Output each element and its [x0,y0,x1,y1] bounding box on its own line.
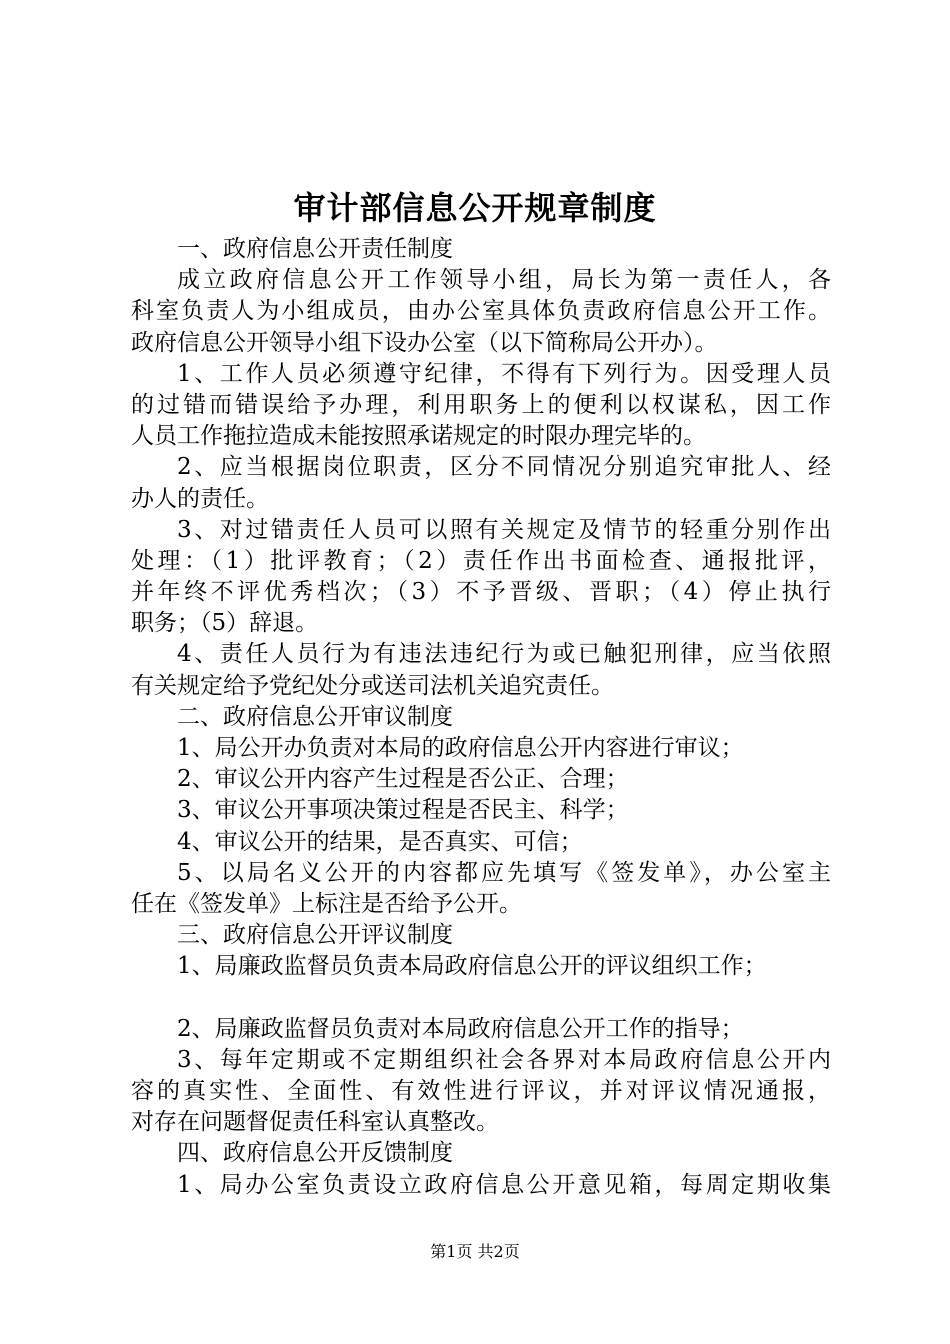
text-line: 容的真实性、全面性、有效性进行评议，并对评议情况通报， [131,1078,831,1105]
text-line: 对存在问题督促责任科室认真整改。 [131,1109,499,1136]
text-line: 四、政府信息公开反馈制度 [177,1140,453,1167]
text-line: 政府信息公开领导小组下设办公室（以下简称局公开办）。 [131,329,718,356]
text-line: 2、应当根据岗位职责，区分不同情况分别追究审批人、经 [177,454,831,481]
text-line: 一、政府信息公开责任制度 [177,236,453,262]
text-line: 有关规定给予党纪处分或送司法机关追究责任。 [131,672,614,699]
text-line: 2、审议公开内容产生过程是否公正、合理； [177,766,629,793]
page-footer: 第1页 共2页 [430,1242,520,1261]
document-title: 审计部信息公开规章制度 [293,189,657,227]
text-line: 1、工作人员必须遵守纪律，不得有下列行为。因受理人员 [177,360,831,387]
blank-line [131,983,831,1014]
text-line: 1、局廉政监督员负责本局政府信息公开的评议组织工作； [177,953,767,980]
document-body [131,234,831,1201]
text-line: 5、以局名义公开的内容都应先填写《签发单》，办公室主 [177,859,831,886]
text-line: 人员工作拖拉造成未能按照承诺规定的时限办理完毕的。 [131,423,706,450]
text-line: 二、政府信息公开审议制度 [177,703,453,730]
text-line: 3、对过错责任人员可以照有关规定及情节的轻重分别作出 [177,516,831,543]
text-line: 2、局廉政监督员负责对本局政府信息公开工作的指导； [177,1015,744,1042]
text-line: 4、责任人员行为有违法违纪行为或已触犯刑律，应当依照 [177,641,831,668]
text-line: 处理：（1）批评教育；（2）责任作出书面检查、通报批评， [131,547,831,574]
text-line: 办人的责任。 [131,485,269,512]
text-line: 1、局办公室负责设立政府信息公开意见箱，每周定期收集 [177,1171,831,1198]
text-line: 任在《签发单》上标注是否给予公开。 [131,890,522,917]
text-line: 三、政府信息公开评议制度 [177,922,453,949]
text-line: 成立政府信息公开工作领导小组，局长为第一责任人，各 [177,267,831,294]
text-line: 职务；（5）辞退。 [131,610,319,637]
text-line: 并年终不评优秀档次；（3）不予晋级、晋职；（4）停止执行 [131,579,831,606]
text-line: 3、每年定期或不定期组织社会各界对本局政府信息公开内 [177,1046,831,1073]
text-line: 4、审议公开的结果，是否真实、可信； [177,828,583,855]
text-line: 1、局公开办负责对本局的政府信息公开内容进行审议； [177,735,744,761]
text-line: 科室负责人为小组成员，由办公室具体负责政府信息公开工作。 [131,298,831,325]
text-line: 3、审议公开事项决策过程是否民主、科学； [177,797,629,824]
text-line: 的过错而错误给予办理，利用职务上的便利以权谋私，因工作 [131,391,831,418]
